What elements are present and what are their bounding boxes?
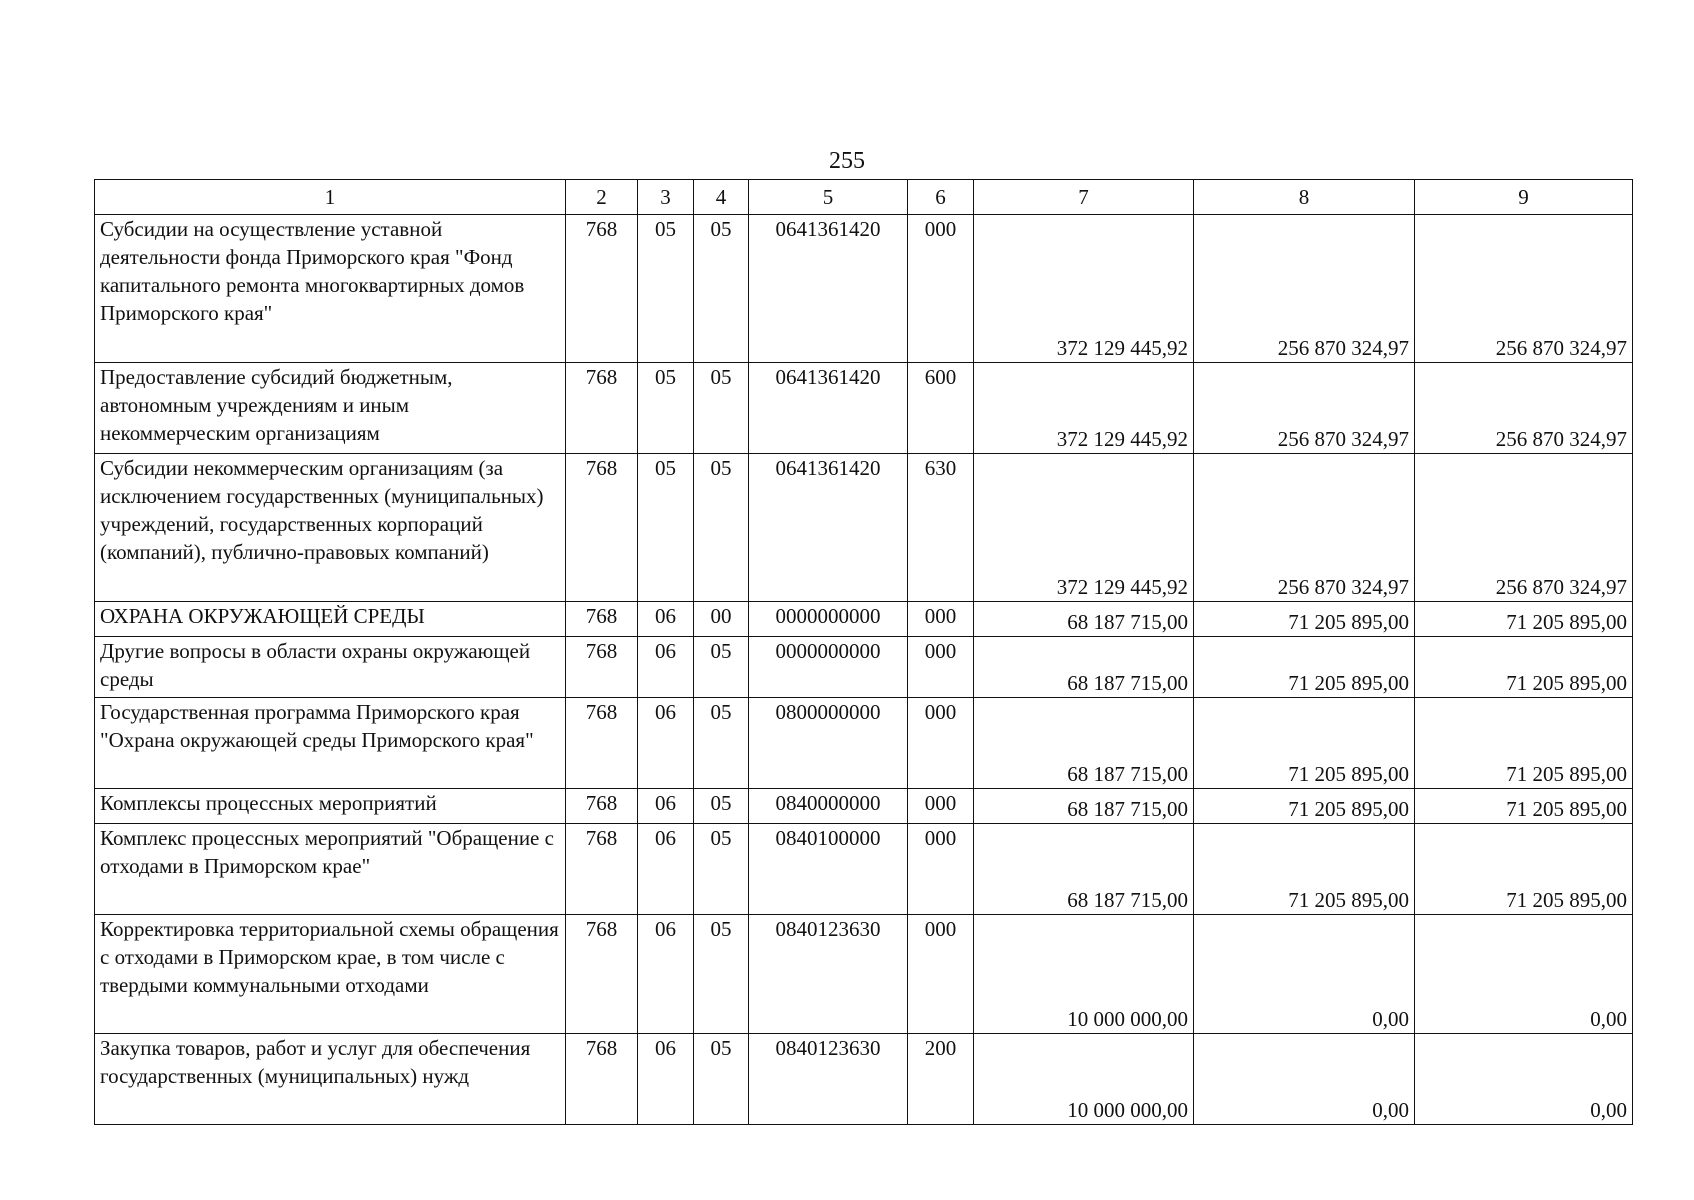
amount-col9: 256 870 324,97 xyxy=(1415,454,1633,602)
table-row xyxy=(95,363,1633,454)
cell-c6: 000 xyxy=(908,789,974,824)
cell-c2: 768 xyxy=(566,789,638,824)
cell-c4: 05 xyxy=(694,915,749,1034)
amount-col8: 256 870 324,97 xyxy=(1194,454,1415,602)
amount-col9: 71 205 895,00 xyxy=(1415,698,1633,789)
table-row xyxy=(95,789,1633,824)
cell-c4: 05 xyxy=(694,363,749,454)
cell-c6: 200 xyxy=(908,1034,974,1125)
page-number: 255 xyxy=(829,148,865,174)
cell-c4: 05 xyxy=(694,454,749,602)
row-label: Корректировка территориальной схемы обращения с отходами в Приморском крае, в том числе с твердыми коммунальными отходами xyxy=(95,915,566,1034)
amount-col7: 372 129 445,92 xyxy=(974,454,1194,602)
table-row xyxy=(95,454,1633,602)
amount-col7: 68 187 715,00 xyxy=(974,824,1194,915)
cell-c4: 05 xyxy=(694,215,749,363)
table-row xyxy=(95,915,1633,1034)
cell-c3: 06 xyxy=(638,698,694,789)
budget-table xyxy=(94,179,1633,1125)
row-label: Субсидии некоммерческим организациям (за исключением государственных (муниципальных) учреждений, государственных корпораций (компаний), публично-правовых компаний) xyxy=(95,454,566,602)
cell-c3: 06 xyxy=(638,637,694,698)
cell-c3: 05 xyxy=(638,363,694,454)
cell-c3: 06 xyxy=(638,915,694,1034)
cell-c2: 768 xyxy=(566,915,638,1034)
cell-c4: 05 xyxy=(694,698,749,789)
cell-c5: 0840123630 xyxy=(749,1034,908,1125)
cell-c3: 06 xyxy=(638,1034,694,1125)
amount-col8: 256 870 324,97 xyxy=(1194,363,1415,454)
amount-col9: 71 205 895,00 xyxy=(1415,824,1633,915)
amount-col9: 71 205 895,00 xyxy=(1415,637,1633,698)
cell-c2: 768 xyxy=(566,637,638,698)
table-row xyxy=(95,1034,1633,1125)
cell-c6: 000 xyxy=(908,215,974,363)
cell-c3: 06 xyxy=(638,824,694,915)
cell-c6: 000 xyxy=(908,824,974,915)
table-row xyxy=(95,637,1633,698)
cell-c3: 05 xyxy=(638,215,694,363)
cell-c2: 768 xyxy=(566,698,638,789)
row-label: Другие вопросы в области охраны окружающей среды xyxy=(95,637,566,698)
row-label: Закупка товаров, работ и услуг для обеспечения государственных (муниципальных) нужд xyxy=(95,1034,566,1125)
column-header: 8 xyxy=(1194,180,1415,215)
cell-c2: 768 xyxy=(566,215,638,363)
amount-col7: 68 187 715,00 xyxy=(974,698,1194,789)
row-label: Государственная программа Приморского края "Охрана окружающей среды Приморского края" xyxy=(95,698,566,789)
amount-col7: 372 129 445,92 xyxy=(974,215,1194,363)
row-label: Субсидии на осуществление уставной деятельности фонда Приморского края "Фонд капитального ремонта многоквартирных домов Приморского края" xyxy=(95,215,566,363)
amount-col9: 0,00 xyxy=(1415,915,1633,1034)
cell-c4: 05 xyxy=(694,824,749,915)
amount-col7: 68 187 715,00 xyxy=(974,602,1194,637)
amount-col7: 68 187 715,00 xyxy=(974,789,1194,824)
amount-col8: 0,00 xyxy=(1194,1034,1415,1125)
header-row xyxy=(95,180,1633,215)
cell-c5: 0840100000 xyxy=(749,824,908,915)
column-header: 3 xyxy=(638,180,694,215)
amount-col8: 256 870 324,97 xyxy=(1194,215,1415,363)
row-label: ОХРАНА ОКРУЖАЮЩЕЙ СРЕДЫ xyxy=(95,602,566,637)
cell-c5: 0000000000 xyxy=(749,637,908,698)
cell-c4: 05 xyxy=(694,789,749,824)
cell-c6: 000 xyxy=(908,602,974,637)
column-header: 9 xyxy=(1415,180,1633,215)
cell-c5: 0641361420 xyxy=(749,215,908,363)
cell-c2: 768 xyxy=(566,602,638,637)
amount-col8: 71 205 895,00 xyxy=(1194,602,1415,637)
amount-col9: 256 870 324,97 xyxy=(1415,363,1633,454)
cell-c2: 768 xyxy=(566,454,638,602)
cell-c2: 768 xyxy=(566,1034,638,1125)
cell-c5: 0840000000 xyxy=(749,789,908,824)
column-header: 5 xyxy=(749,180,908,215)
cell-c6: 000 xyxy=(908,698,974,789)
cell-c5: 0800000000 xyxy=(749,698,908,789)
column-header: 4 xyxy=(694,180,749,215)
cell-c6: 630 xyxy=(908,454,974,602)
amount-col9: 71 205 895,00 xyxy=(1415,602,1633,637)
cell-c4: 00 xyxy=(694,602,749,637)
amount-col9: 71 205 895,00 xyxy=(1415,789,1633,824)
cell-c6: 600 xyxy=(908,363,974,454)
row-label: Комплексы процессных мероприятий xyxy=(95,789,566,824)
amount-col9: 256 870 324,97 xyxy=(1415,215,1633,363)
amount-col8: 71 205 895,00 xyxy=(1194,824,1415,915)
amount-col8: 71 205 895,00 xyxy=(1194,698,1415,789)
table-row xyxy=(95,698,1633,789)
table-row xyxy=(95,215,1633,363)
column-header: 1 xyxy=(95,180,566,215)
cell-c3: 06 xyxy=(638,602,694,637)
cell-c4: 05 xyxy=(694,1034,749,1125)
cell-c5: 0641361420 xyxy=(749,363,908,454)
table-row xyxy=(95,602,1633,637)
row-label: Предоставление субсидий бюджетным, автономным учреждениям и иным некоммерческим организациям xyxy=(95,363,566,454)
amount-col7: 10 000 000,00 xyxy=(974,915,1194,1034)
cell-c6: 000 xyxy=(908,637,974,698)
amount-col7: 372 129 445,92 xyxy=(974,363,1194,454)
amount-col7: 10 000 000,00 xyxy=(974,1034,1194,1125)
amount-col8: 71 205 895,00 xyxy=(1194,637,1415,698)
amount-col7: 68 187 715,00 xyxy=(974,637,1194,698)
cell-c6: 000 xyxy=(908,915,974,1034)
cell-c2: 768 xyxy=(566,363,638,454)
amount-col9: 0,00 xyxy=(1415,1034,1633,1125)
column-header: 6 xyxy=(908,180,974,215)
row-label: Комплекс процессных мероприятий "Обращение с отходами в Приморском крае" xyxy=(95,824,566,915)
cell-c5: 0641361420 xyxy=(749,454,908,602)
column-header: 2 xyxy=(566,180,638,215)
cell-c2: 768 xyxy=(566,824,638,915)
table-row xyxy=(95,824,1633,915)
cell-c4: 05 xyxy=(694,637,749,698)
cell-c3: 06 xyxy=(638,789,694,824)
cell-c5: 0840123630 xyxy=(749,915,908,1034)
cell-c3: 05 xyxy=(638,454,694,602)
cell-c5: 0000000000 xyxy=(749,602,908,637)
amount-col8: 71 205 895,00 xyxy=(1194,789,1415,824)
amount-col8: 0,00 xyxy=(1194,915,1415,1034)
column-header: 7 xyxy=(974,180,1194,215)
